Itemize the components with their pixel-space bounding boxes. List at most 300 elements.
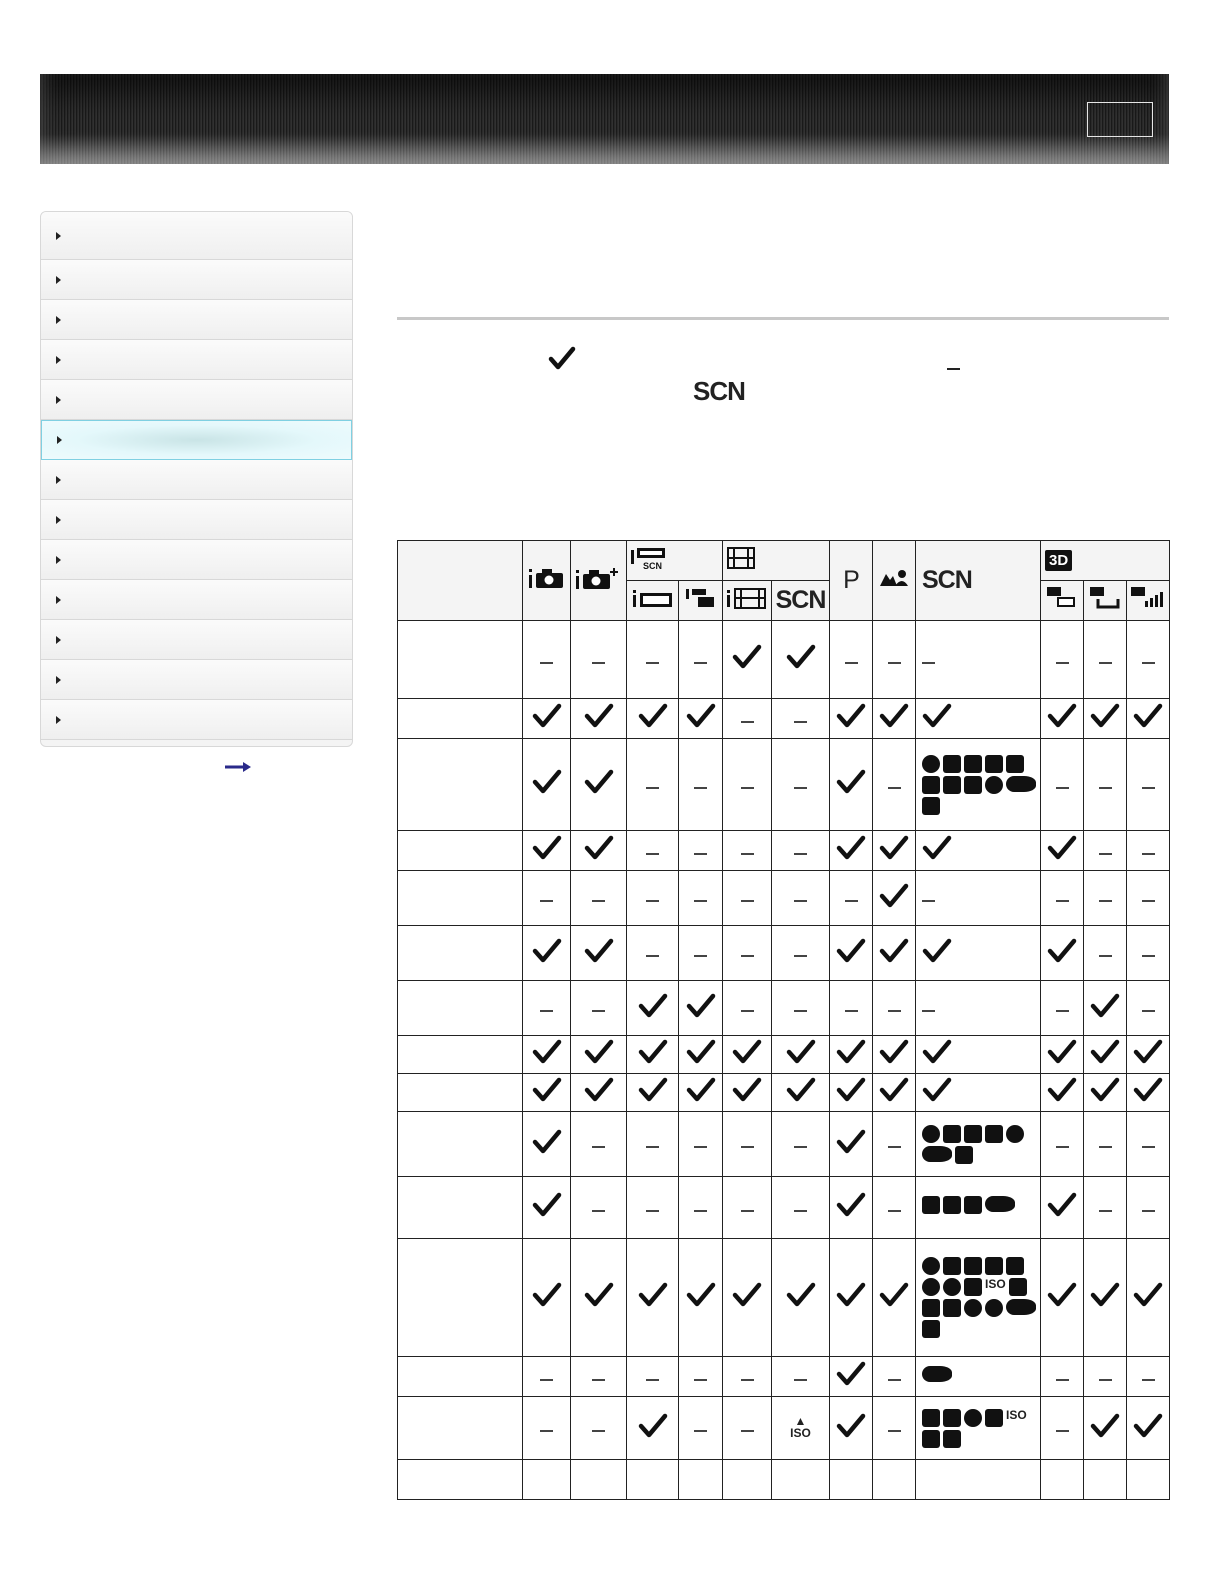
- scene-mode-icon: [964, 1299, 982, 1317]
- table-cell: [627, 1036, 679, 1074]
- dash-icon: [540, 1430, 553, 1432]
- checkmark-icon: [836, 835, 866, 861]
- table-cell: [772, 1460, 830, 1500]
- checkmark-icon: [532, 1192, 562, 1218]
- table-cell: [772, 739, 830, 831]
- checkmark-icon: [1047, 938, 1077, 964]
- header-banner: [40, 74, 1169, 164]
- dash-icon: [540, 900, 553, 902]
- scene-mode-icon: [922, 1299, 940, 1317]
- checkmark-icon: [922, 703, 952, 729]
- checkmark-icon: [732, 1039, 762, 1065]
- dash-icon: [888, 1010, 901, 1012]
- sidebar-item[interactable]: [41, 540, 352, 580]
- col-scene: SCN: [916, 541, 1041, 621]
- sidebar-item[interactable]: [41, 700, 352, 740]
- table-cell: [772, 871, 830, 926]
- table-cell: [916, 621, 1041, 699]
- triangle-right-icon: [56, 396, 61, 404]
- dash-icon: [845, 1010, 858, 1012]
- table-cell: [916, 1357, 1041, 1397]
- table-cell: [627, 1397, 679, 1460]
- table-cell: [1041, 1112, 1084, 1177]
- superior-auto-icon: [576, 566, 622, 590]
- table-cell: [523, 1177, 571, 1239]
- table-row: [398, 1357, 1170, 1397]
- table-cell: [772, 699, 830, 739]
- checkmark-icon: [836, 1077, 866, 1103]
- table-cell: [830, 621, 873, 699]
- table-cell: [627, 739, 679, 831]
- dash-icon: [922, 1010, 935, 1012]
- table-cell: [1127, 699, 1170, 739]
- checkmark-icon: [836, 769, 866, 795]
- table-cell: [571, 1239, 627, 1357]
- table-cell: [873, 1239, 916, 1357]
- dash-icon: [741, 1146, 754, 1148]
- high-sensitivity-icon: ISO: [1006, 1407, 1027, 1422]
- scene-mode-icon: [922, 1278, 940, 1296]
- table-cell: [627, 981, 679, 1036]
- checkmark-icon: [638, 1039, 668, 1065]
- sidebar-item[interactable]: [41, 620, 352, 660]
- table-cell: [1084, 1460, 1127, 1500]
- table-cell: [1084, 1239, 1127, 1357]
- checkmark-icon: [922, 835, 952, 861]
- dash-icon: [646, 1210, 659, 1212]
- sidebar-item[interactable]: [41, 260, 352, 300]
- table-cell: [916, 926, 1041, 981]
- scene-mode-icon: [943, 1125, 961, 1143]
- scene-mode-icon: [922, 776, 940, 794]
- scene-mode-icon: [943, 1299, 961, 1317]
- table-cell: [1041, 1177, 1084, 1239]
- intelligent-auto-icon: [529, 567, 565, 589]
- table-cell: [523, 1036, 571, 1074]
- checkmark-icon: [1090, 993, 1120, 1019]
- dash-icon: [592, 1210, 605, 1212]
- underwater-icon: [985, 1196, 1015, 1212]
- scene-mode-icon: [922, 755, 940, 773]
- table-cell: [627, 871, 679, 926]
- dash-icon: [694, 1430, 707, 1432]
- table-cell: [1041, 1460, 1084, 1500]
- checkmark-icon: [836, 1039, 866, 1065]
- dash-icon: [592, 1379, 605, 1381]
- scene-icons: [922, 1196, 1037, 1214]
- table-cell: [916, 699, 1041, 739]
- table-cell: [772, 1397, 830, 1460]
- header-button[interactable]: [1087, 102, 1153, 137]
- dash-icon: [1099, 853, 1112, 855]
- checkmark-icon: [1047, 1077, 1077, 1103]
- table-cell: [523, 1112, 571, 1177]
- scene-mode-icon: [964, 1409, 982, 1427]
- checkmark-icon: [1047, 1192, 1077, 1218]
- table-cell: [873, 1036, 916, 1074]
- scene-mode-icon: [922, 1430, 940, 1448]
- dash-icon: [694, 1146, 707, 1148]
- table-cell: [679, 831, 723, 871]
- checkmark-icon: [1133, 1282, 1163, 1308]
- checkmark-icon: [584, 703, 614, 729]
- checkmark-icon: [686, 1077, 716, 1103]
- underwater-icon: [1006, 1299, 1036, 1315]
- table-cell: [1084, 1357, 1127, 1397]
- table-cell: [772, 926, 830, 981]
- table-cell: [723, 1112, 772, 1177]
- triangle-right-icon: [57, 436, 62, 444]
- table-cell: [523, 981, 571, 1036]
- scene-mode-icon: [922, 797, 940, 815]
- checkmark-icon: [1047, 1282, 1077, 1308]
- table-cell: [1041, 1397, 1084, 1460]
- table-cell: [523, 1460, 571, 1500]
- arrow-right-icon[interactable]: [225, 762, 251, 772]
- movie-film-icon: [727, 547, 757, 569]
- checkmark-icon: [879, 1282, 909, 1308]
- checkmark-icon: [532, 938, 562, 964]
- triangle-right-icon: [56, 276, 61, 284]
- table-cell: [873, 1112, 916, 1177]
- checkmark-icon: [879, 1077, 909, 1103]
- table-cell: [723, 621, 772, 699]
- table-cell: [1084, 1112, 1127, 1177]
- table-cell: [1127, 1112, 1170, 1177]
- sidebar-item[interactable]: [41, 580, 352, 620]
- dash-icon: [1142, 1210, 1155, 1212]
- table-cell: [916, 1177, 1041, 1239]
- row-label: [398, 1177, 523, 1239]
- table-row: [398, 739, 1170, 831]
- table-cell: [873, 871, 916, 926]
- row-label: [398, 981, 523, 1036]
- checkmark-icon: [638, 1077, 668, 1103]
- table-cell: [1041, 1357, 1084, 1397]
- dash-icon: [794, 721, 807, 723]
- table-cell: [830, 926, 873, 981]
- content-divider: [397, 317, 1169, 320]
- dash-icon: [888, 787, 901, 789]
- dash-icon: [794, 955, 807, 957]
- dash-icon: [794, 900, 807, 902]
- dash-icon: [1056, 787, 1069, 789]
- dash-icon: [794, 853, 807, 855]
- dash-icon: [794, 1010, 807, 1012]
- table-cell: [571, 981, 627, 1036]
- dash-icon: [646, 900, 659, 902]
- table-cell: [772, 1177, 830, 1239]
- dash-icon: [922, 662, 935, 664]
- dash-icon: [1056, 1430, 1069, 1432]
- checkmark-icon: [532, 1077, 562, 1103]
- checkmark-icon: [836, 938, 866, 964]
- checkmark-icon: [1090, 1282, 1120, 1308]
- col-movie: [723, 541, 830, 581]
- table-cell: [571, 1397, 627, 1460]
- dash-icon: [1142, 955, 1155, 957]
- table-cell: [723, 1177, 772, 1239]
- dash-icon: [1142, 1379, 1155, 1381]
- table-row: [398, 831, 1170, 871]
- sidebar-item[interactable]: [41, 300, 352, 340]
- triangle-right-icon: [56, 476, 61, 484]
- row-label: [398, 739, 523, 831]
- row-label: [398, 1397, 523, 1460]
- scene-mode-icon: [943, 1409, 961, 1427]
- table-cell: [571, 699, 627, 739]
- table-cell: [723, 699, 772, 739]
- table-cell: [1127, 1460, 1170, 1500]
- triangle-right-icon: [56, 232, 61, 240]
- table-cell: [523, 1357, 571, 1397]
- table-cell: [571, 1357, 627, 1397]
- dash-icon: [592, 662, 605, 664]
- triangle-right-icon: [56, 636, 61, 644]
- table-cell: [1127, 621, 1170, 699]
- scene-mode-icon: [964, 1278, 982, 1296]
- table-cell: [1084, 739, 1127, 831]
- checkmark-icon: [1133, 1077, 1163, 1103]
- checkmark-icon: [638, 703, 668, 729]
- checkmark-icon: [1133, 1413, 1163, 1439]
- col-program: P: [830, 541, 873, 621]
- checkmark-icon: [1133, 703, 1163, 729]
- dash-icon: [694, 787, 707, 789]
- sidebar-item[interactable]: [41, 460, 352, 500]
- table-cell: [830, 831, 873, 871]
- table-cell: [916, 1036, 1041, 1074]
- table-cell: [571, 1177, 627, 1239]
- dash-icon: [540, 1379, 553, 1381]
- checkmark-icon: [732, 644, 762, 670]
- scene-mode-icon: [943, 1196, 961, 1214]
- row-label: [398, 831, 523, 871]
- checkmark-icon: [836, 1361, 866, 1387]
- table-row: [398, 1239, 1170, 1357]
- dash-icon: [845, 662, 858, 664]
- dash-icon: [741, 853, 754, 855]
- checkmark-icon: [1047, 1039, 1077, 1065]
- col-intelligent-auto: [523, 541, 571, 621]
- table-cell: [571, 871, 627, 926]
- scene-icons: [922, 1125, 1037, 1164]
- sidebar-item[interactable]: [41, 660, 352, 700]
- table-row: [398, 981, 1170, 1036]
- row-label: [398, 871, 523, 926]
- dash-icon: [1099, 1379, 1112, 1381]
- table-cell: [1127, 1036, 1170, 1074]
- table-cell: [523, 699, 571, 739]
- col-panorama-scn: [627, 541, 723, 581]
- table-cell: [772, 1074, 830, 1112]
- table-cell: [916, 1397, 1041, 1460]
- scene-mode-icon: [1006, 755, 1024, 773]
- scene-mode-icon: [964, 1125, 982, 1143]
- table-cell: [679, 981, 723, 1036]
- table-cell: [523, 831, 571, 871]
- scene-icons: [922, 1257, 1037, 1338]
- scene-mode-icon: [1009, 1278, 1027, 1296]
- dash-icon: [592, 1010, 605, 1012]
- table-cell: [1084, 1177, 1127, 1239]
- col-3d-3: [1127, 581, 1170, 621]
- table-cell: [1127, 1074, 1170, 1112]
- table-cell: [1084, 1397, 1127, 1460]
- table-cell: [723, 1357, 772, 1397]
- dash-icon: [794, 787, 807, 789]
- table-cell: [916, 871, 1041, 926]
- table-cell: [830, 699, 873, 739]
- sidebar-item[interactable]: [41, 420, 352, 460]
- row-label: [398, 1357, 523, 1397]
- table-cell: [1127, 871, 1170, 926]
- row-label: [398, 1239, 523, 1357]
- dash-icon: [1142, 1010, 1155, 1012]
- table-cell: [1127, 1239, 1170, 1357]
- dash-icon: [741, 1210, 754, 1212]
- table-cell: [1127, 926, 1170, 981]
- table-cell: [916, 739, 1041, 831]
- scene-mode-icon: [922, 1409, 940, 1427]
- table-cell: [679, 1239, 723, 1357]
- sidebar-item[interactable]: [41, 340, 352, 380]
- table-cell: [873, 981, 916, 1036]
- table-cell: [627, 1239, 679, 1357]
- checkmark-icon: [836, 1129, 866, 1155]
- row-label: [398, 1074, 523, 1112]
- dash-icon: [694, 1379, 707, 1381]
- checkmark-icon: [732, 1077, 762, 1103]
- table-cell: [830, 871, 873, 926]
- checkmark-icon: [786, 1039, 816, 1065]
- table-cell: [627, 831, 679, 871]
- table-cell: [1127, 1397, 1170, 1460]
- dash-icon: [694, 955, 707, 957]
- checkmark-icon: [532, 1039, 562, 1065]
- dash-icon: [1099, 787, 1112, 789]
- dash-icon: [1099, 900, 1112, 902]
- sidebar-item[interactable]: [41, 212, 352, 260]
- scene-mode-icon: [985, 1409, 1003, 1427]
- table-cell: [723, 739, 772, 831]
- table-cell: [571, 926, 627, 981]
- checkmark-icon: [548, 346, 576, 372]
- sidebar-item[interactable]: [41, 500, 352, 540]
- dash-icon: [947, 368, 960, 370]
- checkmark-icon: [879, 938, 909, 964]
- scene-mode-icon: [985, 1125, 1003, 1143]
- row-label: [398, 1460, 523, 1500]
- col-movie-scn: SCN: [772, 581, 830, 621]
- checkmark-icon: [532, 1129, 562, 1155]
- dash-icon: [694, 662, 707, 664]
- table-cell: [679, 621, 723, 699]
- dash-icon: [922, 900, 935, 902]
- table-cell: [1084, 981, 1127, 1036]
- dash-icon: [592, 1430, 605, 1432]
- sidebar-item[interactable]: [41, 380, 352, 420]
- checkmark-icon: [836, 1282, 866, 1308]
- row-label: [398, 926, 523, 981]
- table-cell: [830, 1357, 873, 1397]
- checkmark-icon: [786, 1282, 816, 1308]
- table-cell: [873, 1357, 916, 1397]
- table-cell: [679, 926, 723, 981]
- table-cell: [830, 1036, 873, 1074]
- dash-icon: [741, 955, 754, 957]
- table-cell: [627, 1460, 679, 1500]
- triangle-right-icon: [56, 716, 61, 724]
- col-superior-auto: [571, 541, 627, 621]
- checkmark-icon: [686, 993, 716, 1019]
- table-cell: [873, 926, 916, 981]
- dash-icon: [646, 955, 659, 957]
- table-cell: [627, 1074, 679, 1112]
- row-label: [398, 621, 523, 699]
- table-cell: [1041, 699, 1084, 739]
- dash-icon: [1142, 900, 1155, 902]
- table-cell: [873, 1177, 916, 1239]
- table-cell: [916, 1074, 1041, 1112]
- table-cell: [523, 926, 571, 981]
- table-cell: [679, 1074, 723, 1112]
- row-label: [398, 1112, 523, 1177]
- svg-text:SCN: SCN: [643, 561, 663, 570]
- scene-icons: [922, 755, 1037, 815]
- checkmark-icon: [584, 1039, 614, 1065]
- table-cell: [830, 1177, 873, 1239]
- table-row: [398, 1112, 1170, 1177]
- scene-mode-icon: [964, 755, 982, 773]
- table-cell: [679, 699, 723, 739]
- scene-mode-icon: [964, 1196, 982, 1214]
- checkmark-icon: [879, 1039, 909, 1065]
- table-cell: [873, 1397, 916, 1460]
- table-cell: [1041, 621, 1084, 699]
- checkmark-icon: [1047, 703, 1077, 729]
- checkmark-icon: [532, 769, 562, 795]
- table-cell: [772, 1357, 830, 1397]
- scene-mode-icon: [943, 1257, 961, 1275]
- table-cell: [830, 1074, 873, 1112]
- table-cell: [723, 1460, 772, 1500]
- table-cell: [679, 1460, 723, 1500]
- dash-icon: [1142, 1146, 1155, 1148]
- checkmark-icon: [584, 1077, 614, 1103]
- table-cell: [916, 831, 1041, 871]
- triangle-right-icon: [56, 316, 61, 324]
- triangle-right-icon: [56, 676, 61, 684]
- dash-icon: [888, 1146, 901, 1148]
- table-cell: [830, 1460, 873, 1500]
- table-cell: [830, 739, 873, 831]
- table-cell: [1041, 831, 1084, 871]
- table-cell: [523, 1074, 571, 1112]
- checkmark-icon: [686, 1039, 716, 1065]
- high-sensitivity-icon: ▲ ISO: [790, 1413, 811, 1440]
- table-cell: [1127, 981, 1170, 1036]
- table-cell: [723, 1397, 772, 1460]
- col-3d: 3D: [1041, 541, 1170, 581]
- table-cell: [1127, 1357, 1170, 1397]
- table-cell: [1127, 1177, 1170, 1239]
- table-cell: [627, 699, 679, 739]
- checkmark-icon: [1047, 835, 1077, 861]
- scene-mode-icon: [922, 1196, 940, 1214]
- table-cell: [830, 1112, 873, 1177]
- table-cell: [571, 1074, 627, 1112]
